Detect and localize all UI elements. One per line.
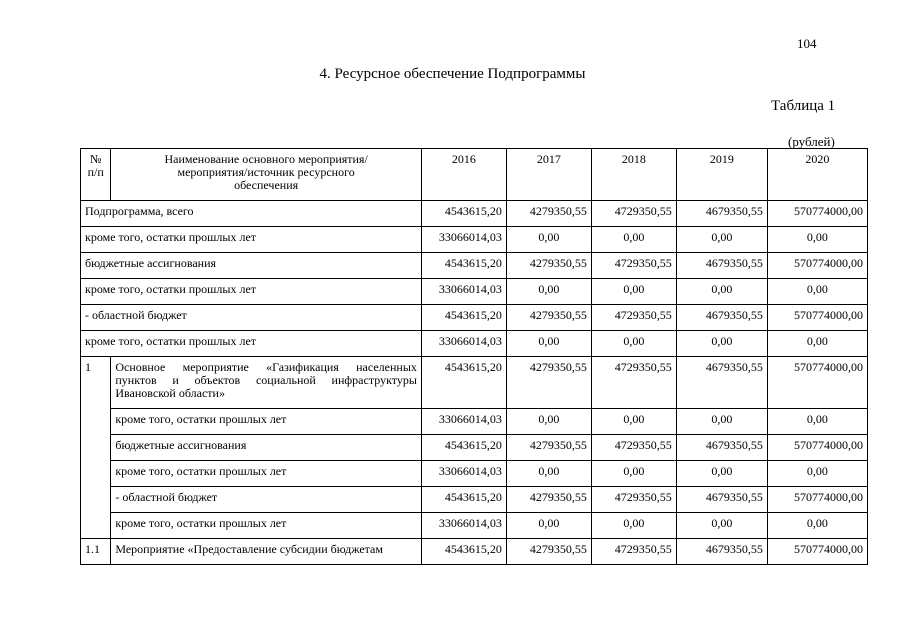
table-row xyxy=(81,227,868,253)
header-num: № п/п xyxy=(81,149,111,201)
value-cell: 0,00 xyxy=(676,461,767,487)
header-year: 2020 xyxy=(767,149,867,201)
row-label: кроме того, остатки прошлых лет xyxy=(111,513,422,539)
table-row xyxy=(81,357,868,409)
value-cell: 33066014,03 xyxy=(421,331,506,357)
value-cell: 33066014,03 xyxy=(421,409,506,435)
value-cell: 4729350,55 xyxy=(591,357,676,409)
value-cell: 4543615,20 xyxy=(421,253,506,279)
value-cell: 570774000,00 xyxy=(767,357,867,409)
value-cell: 0,00 xyxy=(676,513,767,539)
value-cell: 0,00 xyxy=(767,513,867,539)
value-cell: 570774000,00 xyxy=(767,435,867,461)
row-label: кроме того, остатки прошлых лет xyxy=(81,227,422,253)
value-cell: 4279350,55 xyxy=(506,305,591,331)
value-cell: 33066014,03 xyxy=(421,513,506,539)
table-row xyxy=(81,253,868,279)
row-label: кроме того, остатки прошлых лет xyxy=(111,409,422,435)
value-cell: 4729350,55 xyxy=(591,435,676,461)
value-cell: 570774000,00 xyxy=(767,253,867,279)
value-cell: 570774000,00 xyxy=(767,487,867,513)
value-cell: 4679350,55 xyxy=(676,539,767,565)
value-cell: 0,00 xyxy=(506,461,591,487)
value-cell: 4729350,55 xyxy=(591,253,676,279)
header-year: 2017 xyxy=(506,149,591,201)
value-cell: 0,00 xyxy=(506,279,591,305)
resource-table xyxy=(80,148,868,565)
row-label: кроме того, остатки прошлых лет xyxy=(111,461,422,487)
value-cell: 0,00 xyxy=(506,331,591,357)
table-label: Таблица 1 xyxy=(771,98,836,114)
value-cell: 4679350,55 xyxy=(676,305,767,331)
table-row xyxy=(81,305,868,331)
header-row xyxy=(81,149,868,201)
value-cell: 0,00 xyxy=(676,279,767,305)
row-label: Подпрограмма, всего xyxy=(81,201,422,227)
value-cell: 4679350,55 xyxy=(676,487,767,513)
main-activity-label: Основное мероприятие «Газификация населенных пунктов и объектов социальной инфраструктуры Ивановской области» xyxy=(111,357,422,409)
row-label: - областной бюджет xyxy=(111,487,422,513)
table-row xyxy=(81,279,868,305)
row-label: бюджетные ассигнования xyxy=(81,253,422,279)
value-cell: 0,00 xyxy=(506,409,591,435)
value-cell: 4679350,55 xyxy=(676,357,767,409)
value-cell: 4279350,55 xyxy=(506,253,591,279)
value-cell: 4679350,55 xyxy=(676,253,767,279)
value-cell: 4279350,55 xyxy=(506,539,591,565)
table-row xyxy=(81,201,868,227)
value-cell: 33066014,03 xyxy=(421,279,506,305)
value-cell: 0,00 xyxy=(676,227,767,253)
value-cell: 4279350,55 xyxy=(506,357,591,409)
value-cell: 570774000,00 xyxy=(767,201,867,227)
value-cell: 0,00 xyxy=(767,331,867,357)
value-cell: 4679350,55 xyxy=(676,435,767,461)
value-cell: 4279350,55 xyxy=(506,435,591,461)
header-year: 2019 xyxy=(676,149,767,201)
header-year: 2016 xyxy=(421,149,506,201)
value-cell: 0,00 xyxy=(767,461,867,487)
header-year: 2018 xyxy=(591,149,676,201)
value-cell: 4679350,55 xyxy=(676,201,767,227)
value-cell: 4543615,20 xyxy=(421,539,506,565)
value-cell: 4279350,55 xyxy=(506,487,591,513)
value-cell: 0,00 xyxy=(676,331,767,357)
row-label: бюджетные ассигнования xyxy=(111,435,422,461)
value-cell: 0,00 xyxy=(591,279,676,305)
value-cell: 0,00 xyxy=(591,461,676,487)
value-cell: 4543615,20 xyxy=(421,305,506,331)
row-number: 1 xyxy=(81,357,111,539)
page-number: 104 xyxy=(797,36,817,51)
row-label: - областной бюджет xyxy=(81,305,422,331)
value-cell: 0,00 xyxy=(767,279,867,305)
row-number: 1.1 xyxy=(81,539,111,565)
value-cell: 0,00 xyxy=(506,513,591,539)
table-row xyxy=(81,539,868,565)
value-cell: 4729350,55 xyxy=(591,305,676,331)
value-cell: 4543615,20 xyxy=(421,357,506,409)
value-cell: 0,00 xyxy=(591,227,676,253)
value-cell: 0,00 xyxy=(676,409,767,435)
table-row xyxy=(81,461,868,487)
value-cell: 4543615,20 xyxy=(421,487,506,513)
value-cell: 4543615,20 xyxy=(421,201,506,227)
table-row xyxy=(81,435,868,461)
value-cell: 4729350,55 xyxy=(591,487,676,513)
value-cell: 4279350,55 xyxy=(506,201,591,227)
header-name: Наименование основного мероприятия/мероприятия/источник ресурсного обеспечения xyxy=(111,149,422,201)
value-cell: 0,00 xyxy=(591,513,676,539)
value-cell: 0,00 xyxy=(591,409,676,435)
value-cell: 33066014,03 xyxy=(421,461,506,487)
table-row xyxy=(81,331,868,357)
value-cell: 570774000,00 xyxy=(767,305,867,331)
table-row xyxy=(81,513,868,539)
value-cell: 4729350,55 xyxy=(591,539,676,565)
units-label: (рублей) xyxy=(788,134,835,149)
value-cell: 0,00 xyxy=(591,331,676,357)
row-label: кроме того, остатки прошлых лет xyxy=(81,331,422,357)
section-title: 4. Ресурсное обеспечение Подпрограммы xyxy=(319,66,586,82)
value-cell: 0,00 xyxy=(767,227,867,253)
value-cell: 4543615,20 xyxy=(421,435,506,461)
row-label: кроме того, остатки прошлых лет xyxy=(81,279,422,305)
table-row xyxy=(81,487,868,513)
value-cell: 4729350,55 xyxy=(591,201,676,227)
activity-label: Мероприятие «Предоставление субсидии бюджетам xyxy=(111,539,422,565)
value-cell: 0,00 xyxy=(506,227,591,253)
value-cell: 570774000,00 xyxy=(767,539,867,565)
value-cell: 33066014,03 xyxy=(421,227,506,253)
value-cell: 0,00 xyxy=(767,409,867,435)
table-row xyxy=(81,409,868,435)
